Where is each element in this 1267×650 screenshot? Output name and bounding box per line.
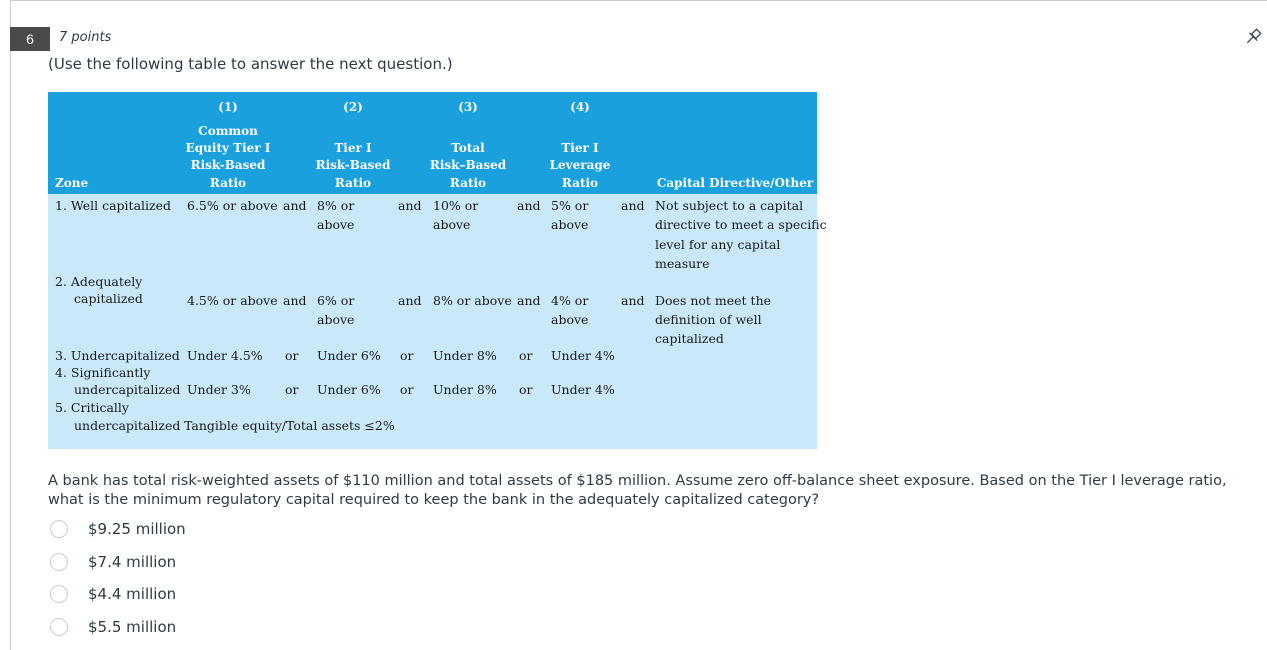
r1-join2: and [398, 198, 422, 213]
r4-col1: Under 3% [187, 382, 251, 397]
col3-line2: Risk–Based [429, 158, 507, 172]
r2-join1: and [283, 293, 307, 308]
r1-col2b: above [317, 217, 355, 232]
table-header [48, 92, 817, 194]
r2-col4a: 4% or [551, 293, 589, 308]
question-points: 7 points [59, 30, 112, 45]
r3-col1: Under 4.5% [187, 348, 263, 363]
r1-col5b: directive to meet a specific [655, 217, 827, 232]
r1-col4a: 5% or [551, 198, 589, 213]
col1-line2: Equity Tier I [185, 141, 271, 155]
radio-button[interactable] [50, 618, 68, 636]
r1-join4: and [621, 198, 645, 213]
r1-col5d: measure [655, 256, 710, 271]
r2-col2b: above [317, 312, 355, 327]
r1-col5a: Not subject to a capital [655, 198, 804, 213]
r2-join3: and [517, 293, 541, 308]
r2-col1: 4.5% or above [187, 293, 278, 308]
col2-line1: Tier I [334, 141, 372, 155]
r4-zone-line1: 4. Significantly [55, 365, 151, 380]
col1-number: (1) [218, 100, 238, 114]
r1-col3a: 10% or [433, 198, 479, 213]
radio-button[interactable] [50, 520, 68, 538]
r1-col4b: above [551, 217, 589, 232]
answer-option-label[interactable]: $7.4 million [88, 553, 177, 571]
col4-line2: Leverage [549, 158, 611, 172]
r1-col1: 6.5% or above [187, 198, 278, 213]
col2-line2: Risk-Based [315, 158, 391, 172]
r2-col5a: Does not meet the [655, 293, 772, 308]
r1-zone: 1. Well capitalized [55, 198, 172, 213]
r3-join1: or [285, 348, 299, 363]
r3-zone: 3. Undercapitalized [55, 348, 180, 363]
r2-col5b: definition of well [655, 312, 762, 327]
answer-option-label[interactable]: $4.4 million [88, 585, 177, 603]
col4-number: (4) [570, 100, 590, 114]
r4-col4: Under 4% [551, 382, 615, 397]
answer-option-label[interactable]: $5.5 million [88, 618, 177, 636]
r1-col2a: 8% or [317, 198, 355, 213]
col2-line3: Ratio [334, 176, 372, 190]
r3-col2: Under 6% [317, 348, 381, 363]
r5-zone-line2: undercapitalized [74, 418, 181, 433]
r2-join2: and [398, 293, 422, 308]
r4-col3: Under 8% [433, 382, 497, 397]
r2-col5c: capitalized [655, 331, 724, 346]
r1-join1: and [283, 198, 307, 213]
col3-number: (3) [458, 100, 478, 114]
col3-line1: Total [451, 141, 485, 155]
answer-option-label[interactable]: $9.25 million [88, 520, 186, 538]
col1-line3: Risk-Based [190, 158, 266, 172]
r4-zone-line2: undercapitalized [74, 382, 181, 397]
r5-col1: Tangible equity/Total assets ≤2% [184, 418, 395, 433]
question-instruction: (Use the following table to answer the next question.) [48, 55, 453, 73]
r2-col2a: 6% or [317, 293, 355, 308]
r2-col4b: above [551, 312, 589, 327]
r4-join3: or [519, 382, 533, 397]
r4-join1: or [285, 382, 299, 397]
r4-col2: Under 6% [317, 382, 381, 397]
r2-col3: 8% or above [433, 293, 512, 308]
r2-join4: and [621, 293, 645, 308]
r3-join2: or [400, 348, 414, 363]
col1-line4: Ratio [209, 176, 247, 190]
r1-col5c: level for any capital [655, 237, 781, 252]
r3-col3: Under 8% [433, 348, 497, 363]
col3-line3: Ratio [449, 176, 487, 190]
col1-line1: Common [198, 124, 258, 138]
col4-line3: Ratio [561, 176, 599, 190]
radio-button[interactable] [50, 585, 68, 603]
r4-join2: or [400, 382, 414, 397]
r2-zone-line1: 2. Adequately [55, 274, 143, 289]
col2-number: (2) [343, 100, 363, 114]
r2-zone-line2: capitalized [74, 291, 143, 306]
col5-header: Capital Directive/Other [656, 176, 814, 190]
question-number: 6 [10, 27, 50, 51]
capital-zones-table [48, 92, 827, 449]
question-prompt: A bank has total risk-weighted assets of $110 million and total assets of $185 million. Assume zero off-balance sheet exposure. Based on the Tier I leverage ratio, what is the minimum regulatory capital required to keep the bank in the adequately capitalized category? [48, 473, 1227, 508]
r1-col3b: above [433, 217, 471, 232]
r3-join3: or [519, 348, 533, 363]
zone-header: Zone [55, 176, 89, 190]
r1-join3: and [517, 198, 541, 213]
pin-icon[interactable] [1243, 27, 1263, 47]
col4-line1: Tier I [561, 141, 599, 155]
radio-button[interactable] [50, 553, 68, 571]
r3-col4: Under 4% [551, 348, 615, 363]
r5-zone-line1: 5. Critically [55, 400, 129, 415]
